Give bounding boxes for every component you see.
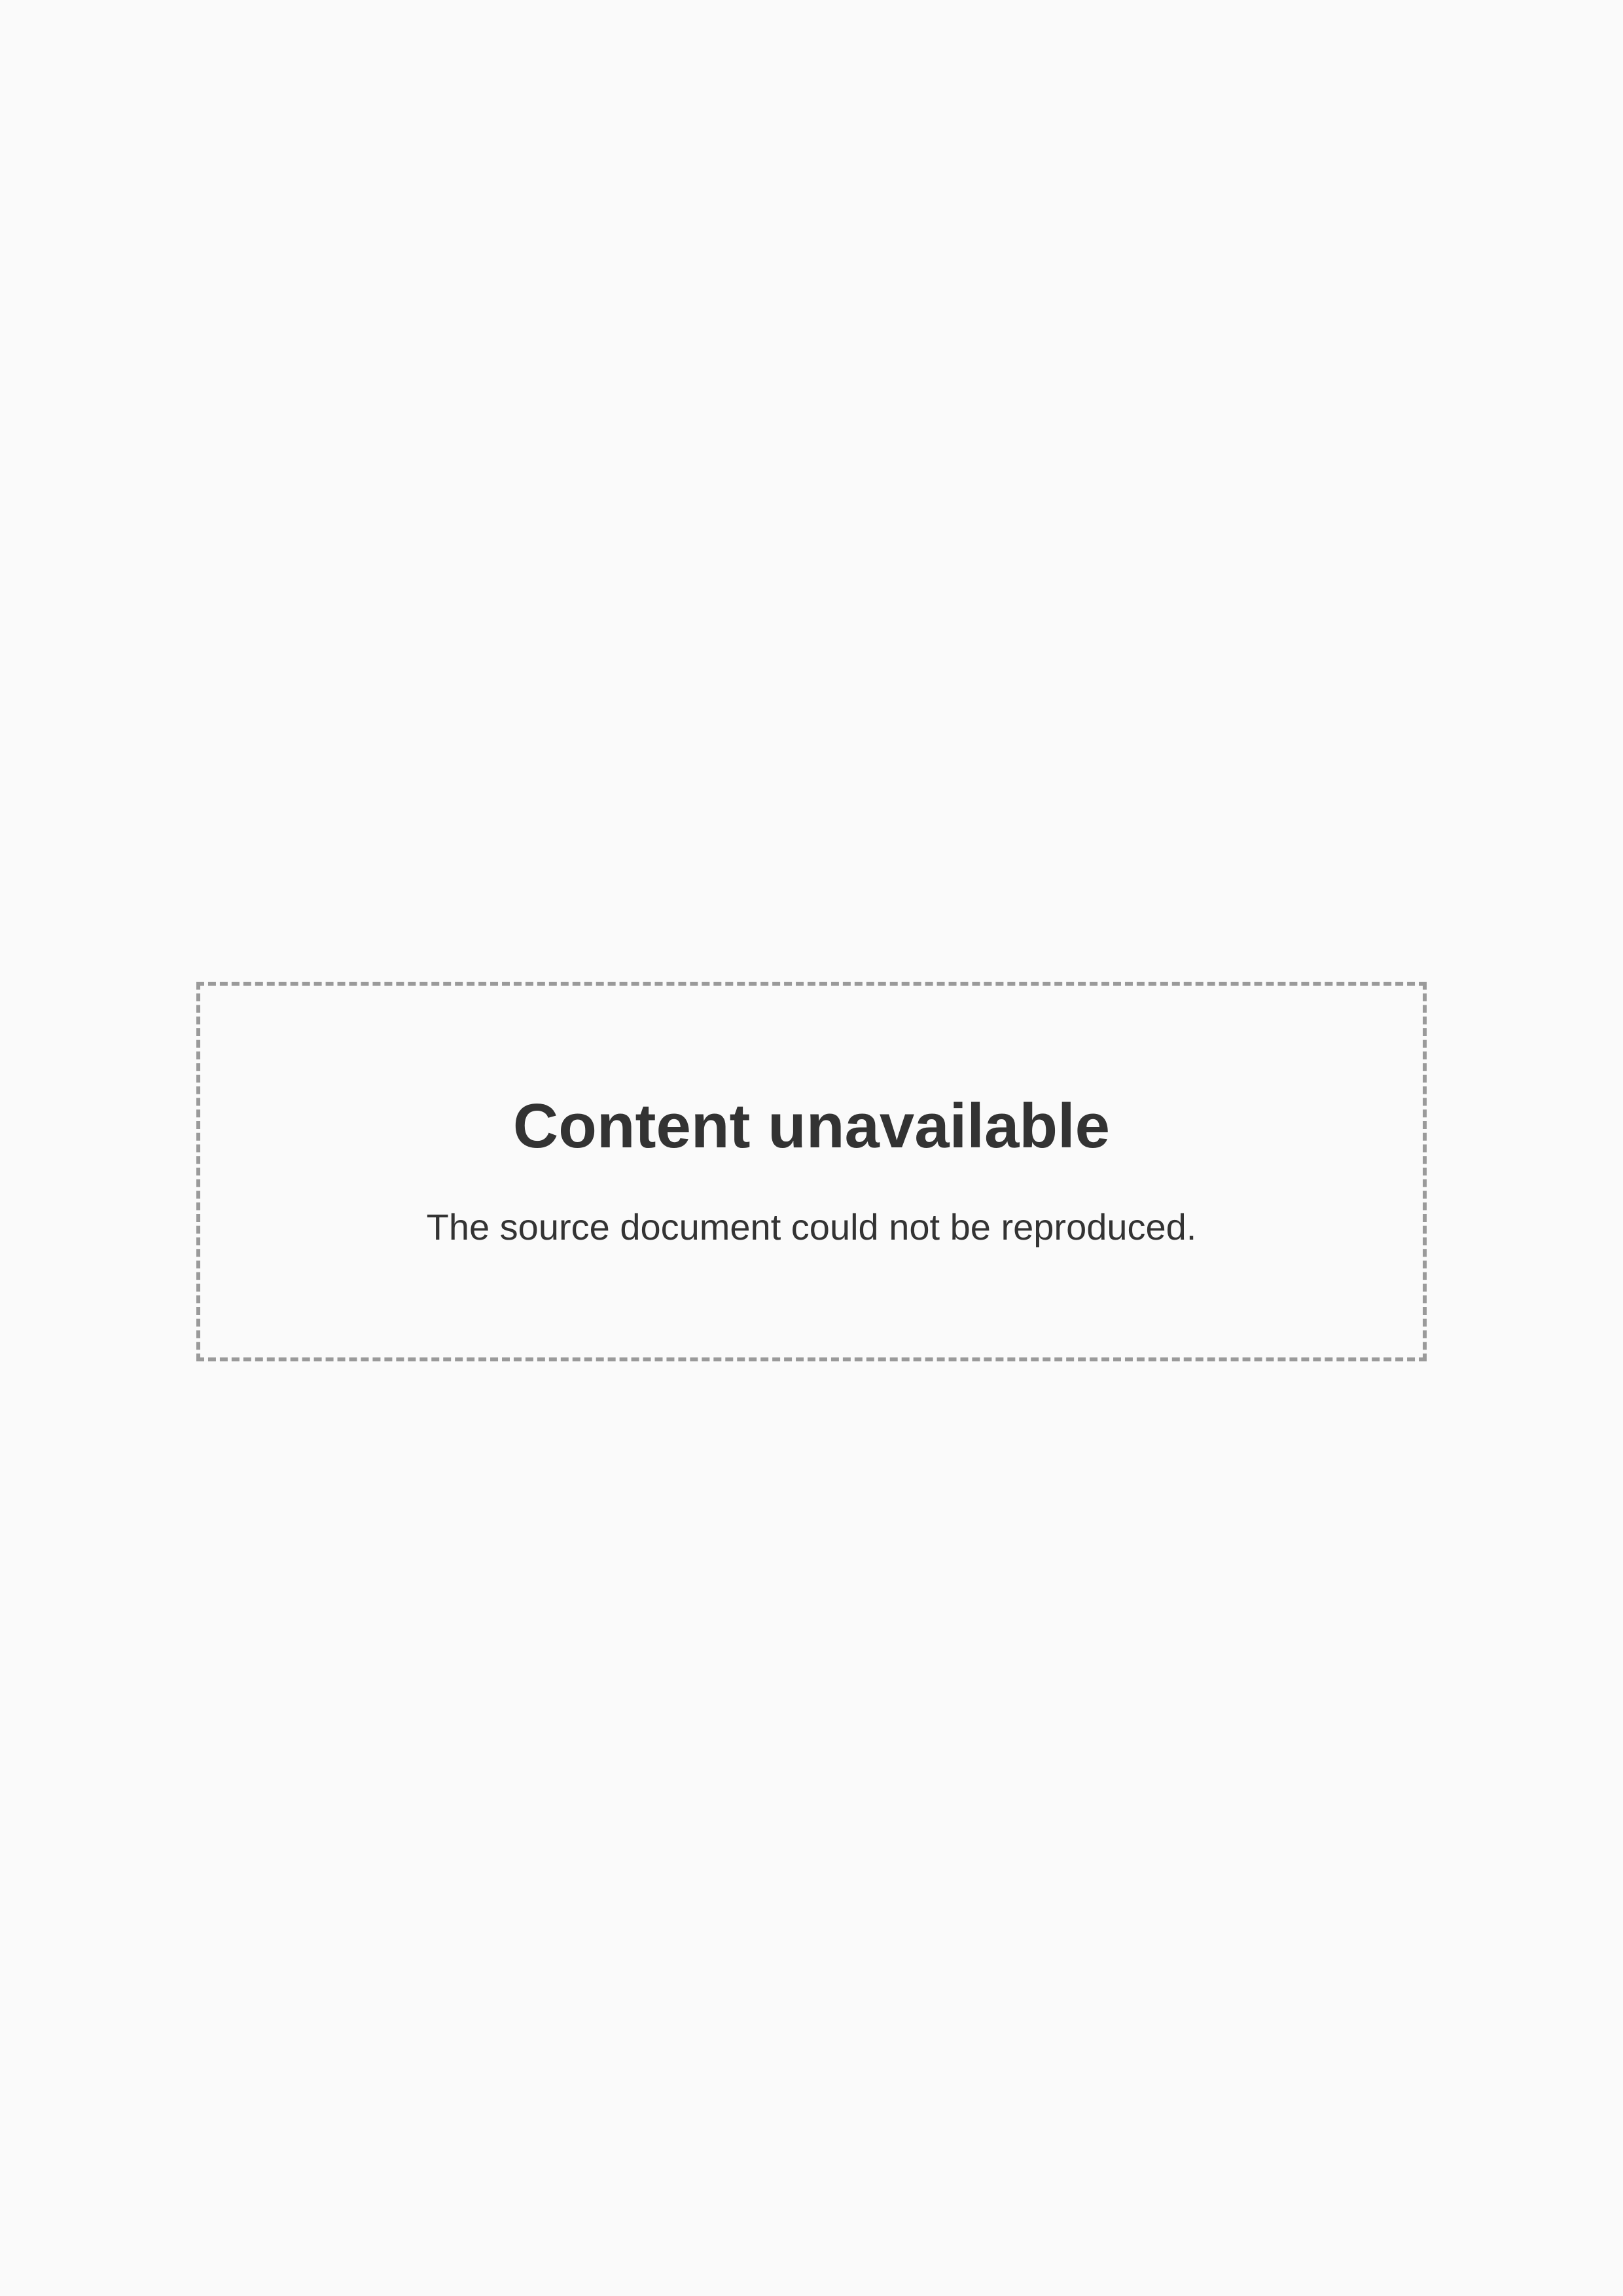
notice-message: The source document could not be reproduced. — [426, 1206, 1197, 1247]
notice-title: Content unavailable — [512, 1091, 1111, 1161]
notice-box — [196, 982, 1427, 1361]
